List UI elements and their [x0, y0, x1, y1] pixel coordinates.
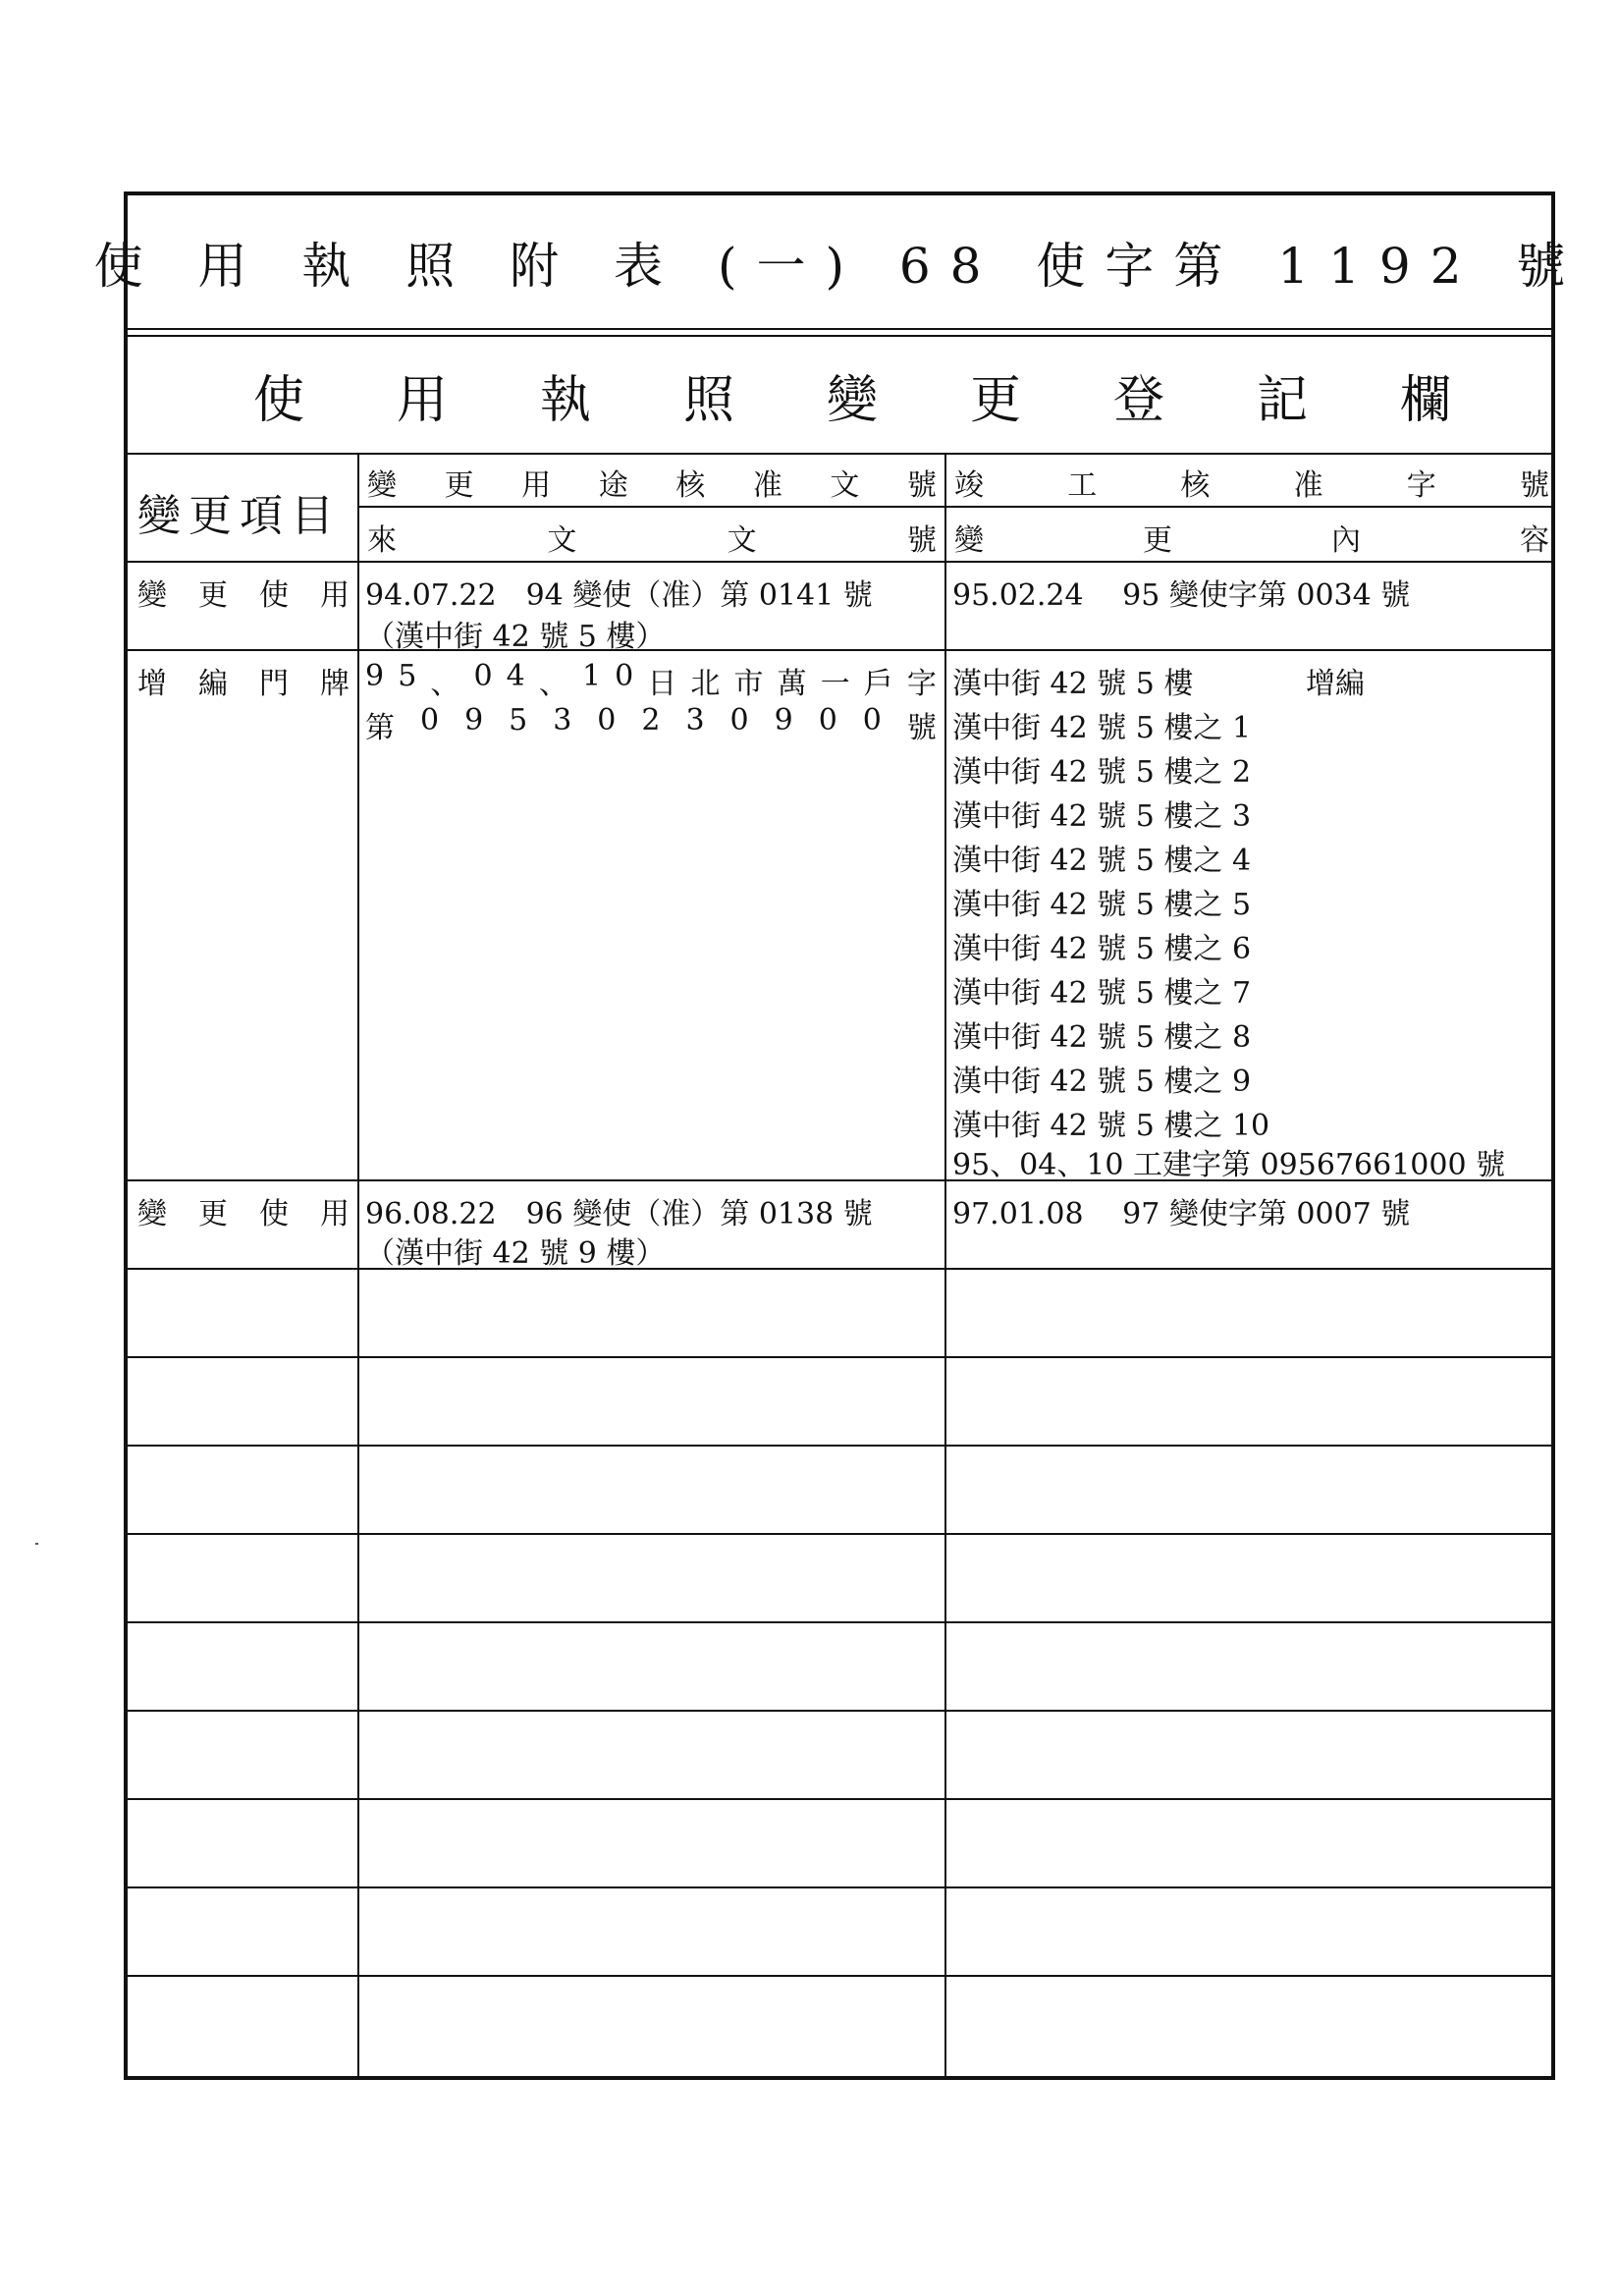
- doc-char: 號: [906, 711, 937, 745]
- row-line: [128, 1975, 1555, 1977]
- doc-char: 0: [597, 703, 617, 738]
- header-bottom-line: [128, 561, 1555, 563]
- doc-char: 市: [733, 667, 764, 701]
- row-line: [128, 1356, 1555, 1358]
- header-char: 准: [1293, 468, 1323, 503]
- subtitle-char: 登: [1113, 371, 1165, 430]
- doc-char: 、: [430, 667, 460, 701]
- header-col2-top: [954, 461, 1549, 504]
- doc-char: 9: [365, 659, 385, 693]
- doc-char: 0: [818, 703, 837, 738]
- header-char: 文: [830, 468, 860, 503]
- doc-char: 戶: [863, 667, 893, 701]
- row-2-col2-address: 漢中街 42 號 5 樓之 2: [952, 755, 1252, 790]
- item-char: 牌: [320, 667, 350, 701]
- item-char: 編: [198, 667, 228, 701]
- item-char: 使: [259, 1197, 289, 1231]
- item-char: 使: [259, 578, 289, 613]
- row-line: [128, 1533, 1555, 1535]
- subtitle-char: 記: [1257, 371, 1309, 430]
- row-2-col2-address: 漢中街 42 號 5 樓之 4: [952, 844, 1252, 878]
- doc-char: 9: [774, 703, 793, 738]
- header-char: 變: [954, 523, 984, 558]
- row-line: [128, 1710, 1555, 1712]
- header-char: 變: [367, 468, 397, 503]
- subtitle-char: 欄: [1400, 371, 1452, 430]
- header-item: 變更項目: [137, 491, 342, 541]
- row-2-col2-note: 增編: [1306, 667, 1365, 701]
- header-char: 號: [1519, 468, 1549, 503]
- column-divider-1: [357, 453, 359, 2080]
- row-line: [128, 1798, 1555, 1800]
- header-char: 核: [675, 468, 706, 503]
- row-1-col2-line: 95.02.24 95 變使字第 0034 號: [952, 578, 1411, 613]
- row-2-col2-address: 漢中街 42 號 5 樓之 1: [952, 711, 1252, 745]
- row-2-col2-address: 漢中街 42 號 5 樓之 7: [952, 976, 1252, 1011]
- doc-char: 9: [464, 703, 484, 738]
- row-2-col2-address: 漢中街 42 號 5 樓之 6: [952, 932, 1252, 966]
- doc-char: 3: [685, 703, 705, 738]
- header-char: 文: [547, 523, 577, 558]
- row-2-col2-address: 漢中街 42 號 5 樓之 9: [952, 1065, 1252, 1099]
- subtitle-char: 使: [253, 371, 305, 430]
- item-char: 增: [137, 667, 167, 701]
- header-char: 號: [906, 523, 937, 558]
- row-3-col2-line: 97.01.08 97 變使字第 0007 號: [952, 1197, 1411, 1231]
- row-2-col2-address: 漢中街 42 號 5 樓之 10: [952, 1109, 1270, 1143]
- row-line: [128, 1886, 1555, 1888]
- doc-char: 1: [581, 659, 602, 693]
- item-char: 變: [137, 578, 167, 613]
- row-2-col2-permit: 95、04、10 工建字第 09567661000 號: [952, 1148, 1506, 1182]
- item-char: 變: [137, 1197, 167, 1231]
- license-table-frame: [93, 191, 1586, 2080]
- header-char: 途: [598, 468, 628, 503]
- row-2-col2-address: 漢中街 42 號 5 樓之 5: [952, 888, 1252, 922]
- doc-char: 0: [419, 703, 440, 738]
- header-char: 更: [1143, 523, 1172, 558]
- subtitle-char: 更: [970, 371, 1022, 430]
- header-char: 來: [367, 523, 397, 558]
- header-col1-top: [367, 461, 937, 504]
- doc-char: 5: [398, 659, 417, 693]
- subtitle-char: 變: [827, 371, 879, 430]
- header-char: 用: [521, 468, 552, 503]
- doc-char: 一: [820, 667, 850, 701]
- header-char: 准: [752, 468, 782, 503]
- row-1-col1-line: 94.07.22 94 變使（准）第 0141 號: [365, 578, 873, 613]
- row-1-col1-line: （漢中街 42 號 5 樓）: [365, 620, 666, 654]
- doc-char: 3: [553, 703, 572, 738]
- row-3-col1-line: 96.08.22 96 變使（准）第 0138 號: [365, 1197, 873, 1231]
- row-2-col2-address: 漢中街 42 號 5 樓之 3: [952, 799, 1252, 834]
- subtitle-char: 執: [540, 371, 592, 430]
- header-char: 號: [906, 468, 937, 503]
- header-char: 工: [1067, 468, 1098, 503]
- subtitle-char: 照: [683, 371, 735, 430]
- row-line: [128, 649, 1555, 651]
- item-char: 用: [320, 1197, 350, 1231]
- item-char: 更: [198, 1197, 228, 1231]
- header-char: 容: [1520, 523, 1549, 558]
- subtitle-row: [128, 335, 1551, 455]
- row-2-col1-line-2: [365, 703, 937, 746]
- doc-char: 日: [647, 667, 677, 701]
- doc-char: 北: [690, 667, 721, 701]
- header-char: 內: [1331, 523, 1361, 558]
- header-char: 文: [727, 523, 757, 558]
- doc-char: 字: [906, 667, 937, 701]
- header-char: 竣: [954, 468, 984, 503]
- header-split-line: [357, 506, 1555, 508]
- doc-char: 萬: [777, 667, 807, 701]
- column-divider-2: [944, 453, 946, 2080]
- doc-char: 2: [641, 703, 661, 738]
- title-row: [93, 195, 1586, 330]
- row-3-item: [137, 1189, 350, 1232]
- header-col2-bottom: [954, 516, 1549, 559]
- subtitle-char: 用: [397, 371, 449, 430]
- page-title: 使 用 執 照 附 表 (一) 68 使字第 1192 號: [93, 237, 1586, 295]
- doc-char: 、: [538, 667, 568, 701]
- doc-char: 第: [365, 711, 395, 745]
- header-col1-bottom: [367, 516, 937, 559]
- row-2-col2-address: 漢中街 42 號 5 樓之 8: [952, 1020, 1252, 1055]
- item-char: 用: [320, 578, 350, 613]
- row-2-col2-address: 漢中街 42 號 5 樓: [952, 667, 1194, 701]
- scan-speck: [35, 1543, 38, 1545]
- doc-char: 0: [615, 659, 634, 693]
- doc-char: 0: [729, 703, 749, 738]
- header-char: 字: [1406, 468, 1436, 503]
- row-line: [128, 1621, 1555, 1623]
- item-char: 更: [198, 578, 228, 613]
- row-line: [128, 1268, 1555, 1270]
- header-char: 更: [444, 468, 474, 503]
- row-2-col1-line-1: [365, 659, 937, 702]
- row-1-item: [137, 571, 350, 614]
- row-line: [128, 1445, 1555, 1447]
- row-3-col1-line: （漢中街 42 號 9 樓）: [365, 1236, 666, 1271]
- doc-char: 0: [473, 659, 493, 693]
- item-char: 門: [259, 667, 289, 701]
- row-2-item: [137, 659, 350, 702]
- doc-char: 4: [506, 659, 525, 693]
- doc-char: 5: [509, 703, 528, 738]
- header-char: 核: [1180, 468, 1211, 503]
- doc-char: 0: [862, 703, 882, 738]
